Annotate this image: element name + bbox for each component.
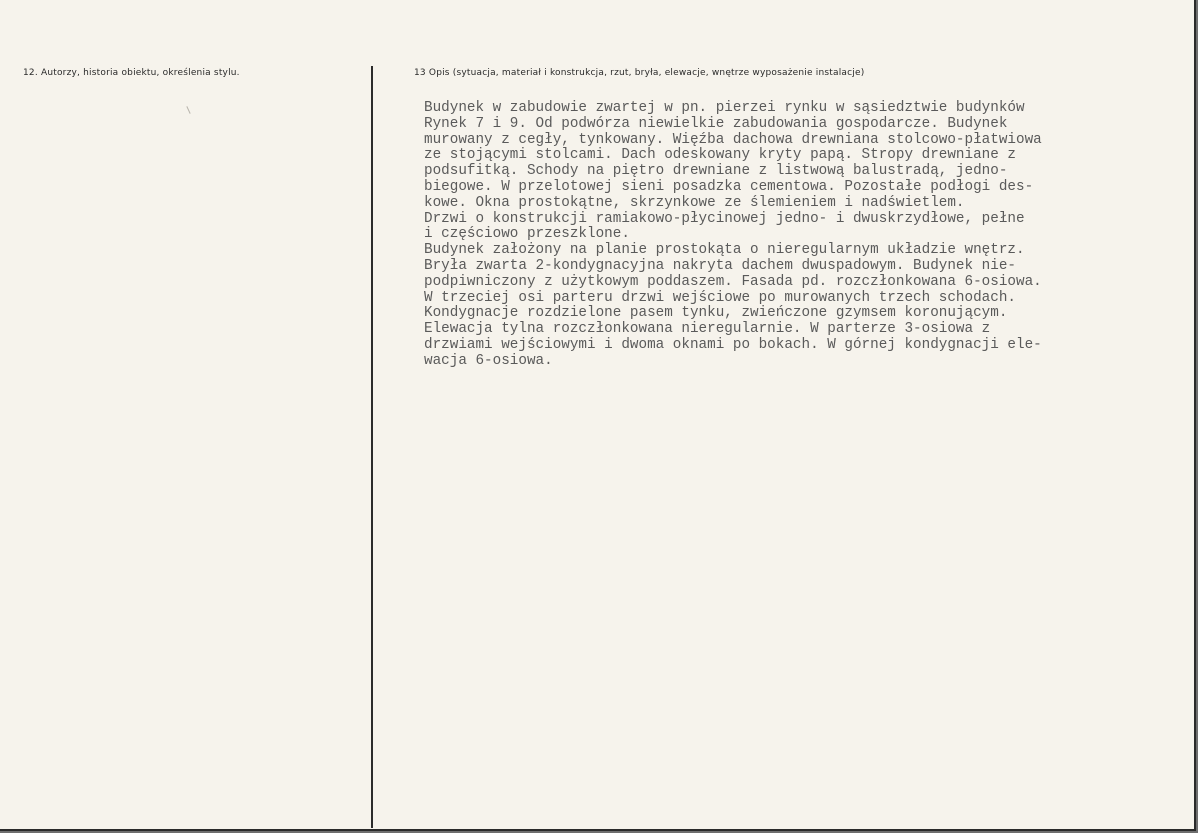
pencil-mark [186, 106, 190, 114]
description-line: podpiwniczony z użytkowym poddaszem. Fasada pd. rozczłonkowana 6-osiowa. [424, 273, 1042, 290]
description-line: biegowe. W przelotowej sieni posadzka cementowa. Pozostałe podłogi des- [424, 178, 1034, 195]
description-line: Budynek w zabudowie zwartej w pn. pierzei rynku w sąsiedztwie budynków [424, 100, 1025, 116]
field-12-label: 12. Autorzy, historia obiektu, określenia stylu. [23, 68, 240, 78]
description-text [424, 101, 1154, 370]
description-line: Drzwi o konstrukcji ramiakowo-płycinowej jedno- i dwuskrzydłowe, pełne [424, 210, 1025, 227]
description-line: wacja 6-osiowa. [424, 352, 553, 369]
description-line: W trzeciej osi parteru drzwi wejściowe po murowanych trzech schodach. [424, 289, 1016, 306]
description-line: podsufitką. Schody na piętro drewniane z listwową balustradą, jedno- [424, 163, 1008, 180]
description-line: kowe. Okna prostokątne, skrzynkowe ze ślemieniem i nadświetlem. [424, 194, 965, 211]
description-line: Rynek 7 i 9. Od podwórza niewielkie zabudowania gospodarcze. Budynek [424, 115, 1008, 132]
description-line: Bryła zwarta 2-kondygnacyjna nakryta dachem dwuspadowym. Budynek nie- [424, 257, 1016, 274]
description-line: i częściowo przeszklone. [424, 226, 630, 243]
field-13-label: 13 Opis (sytuacja, materiał i konstrukcja, rzut, bryła, elewacje, wnętrze wyposażenie instalacje) [414, 68, 865, 78]
column-divider [371, 66, 373, 828]
description-line: murowany z cegły, tynkowany. Więźba dachowa drewniana stolcowo-płatwiowa [424, 131, 1042, 148]
description-line: drzwiami wejściowymi i dwoma oknami po bokach. W górnej kondygnacji ele- [424, 336, 1042, 353]
description-line: ze stojącymi stolcami. Dach odeskowany kryty papą. Stropy drewniane z [424, 147, 1016, 164]
description-line: Elewacja tylna rozczłonkowana nieregularnie. W parterze 3-osiowa z [424, 321, 991, 338]
description-line: Budynek założony na planie prostokąta o nieregularnym układzie wnętrz. [424, 242, 1025, 259]
description-line: Kondygnacje rozdzielone pasem tynku, zwieńczone gzymsem koronującym. [424, 305, 1008, 322]
